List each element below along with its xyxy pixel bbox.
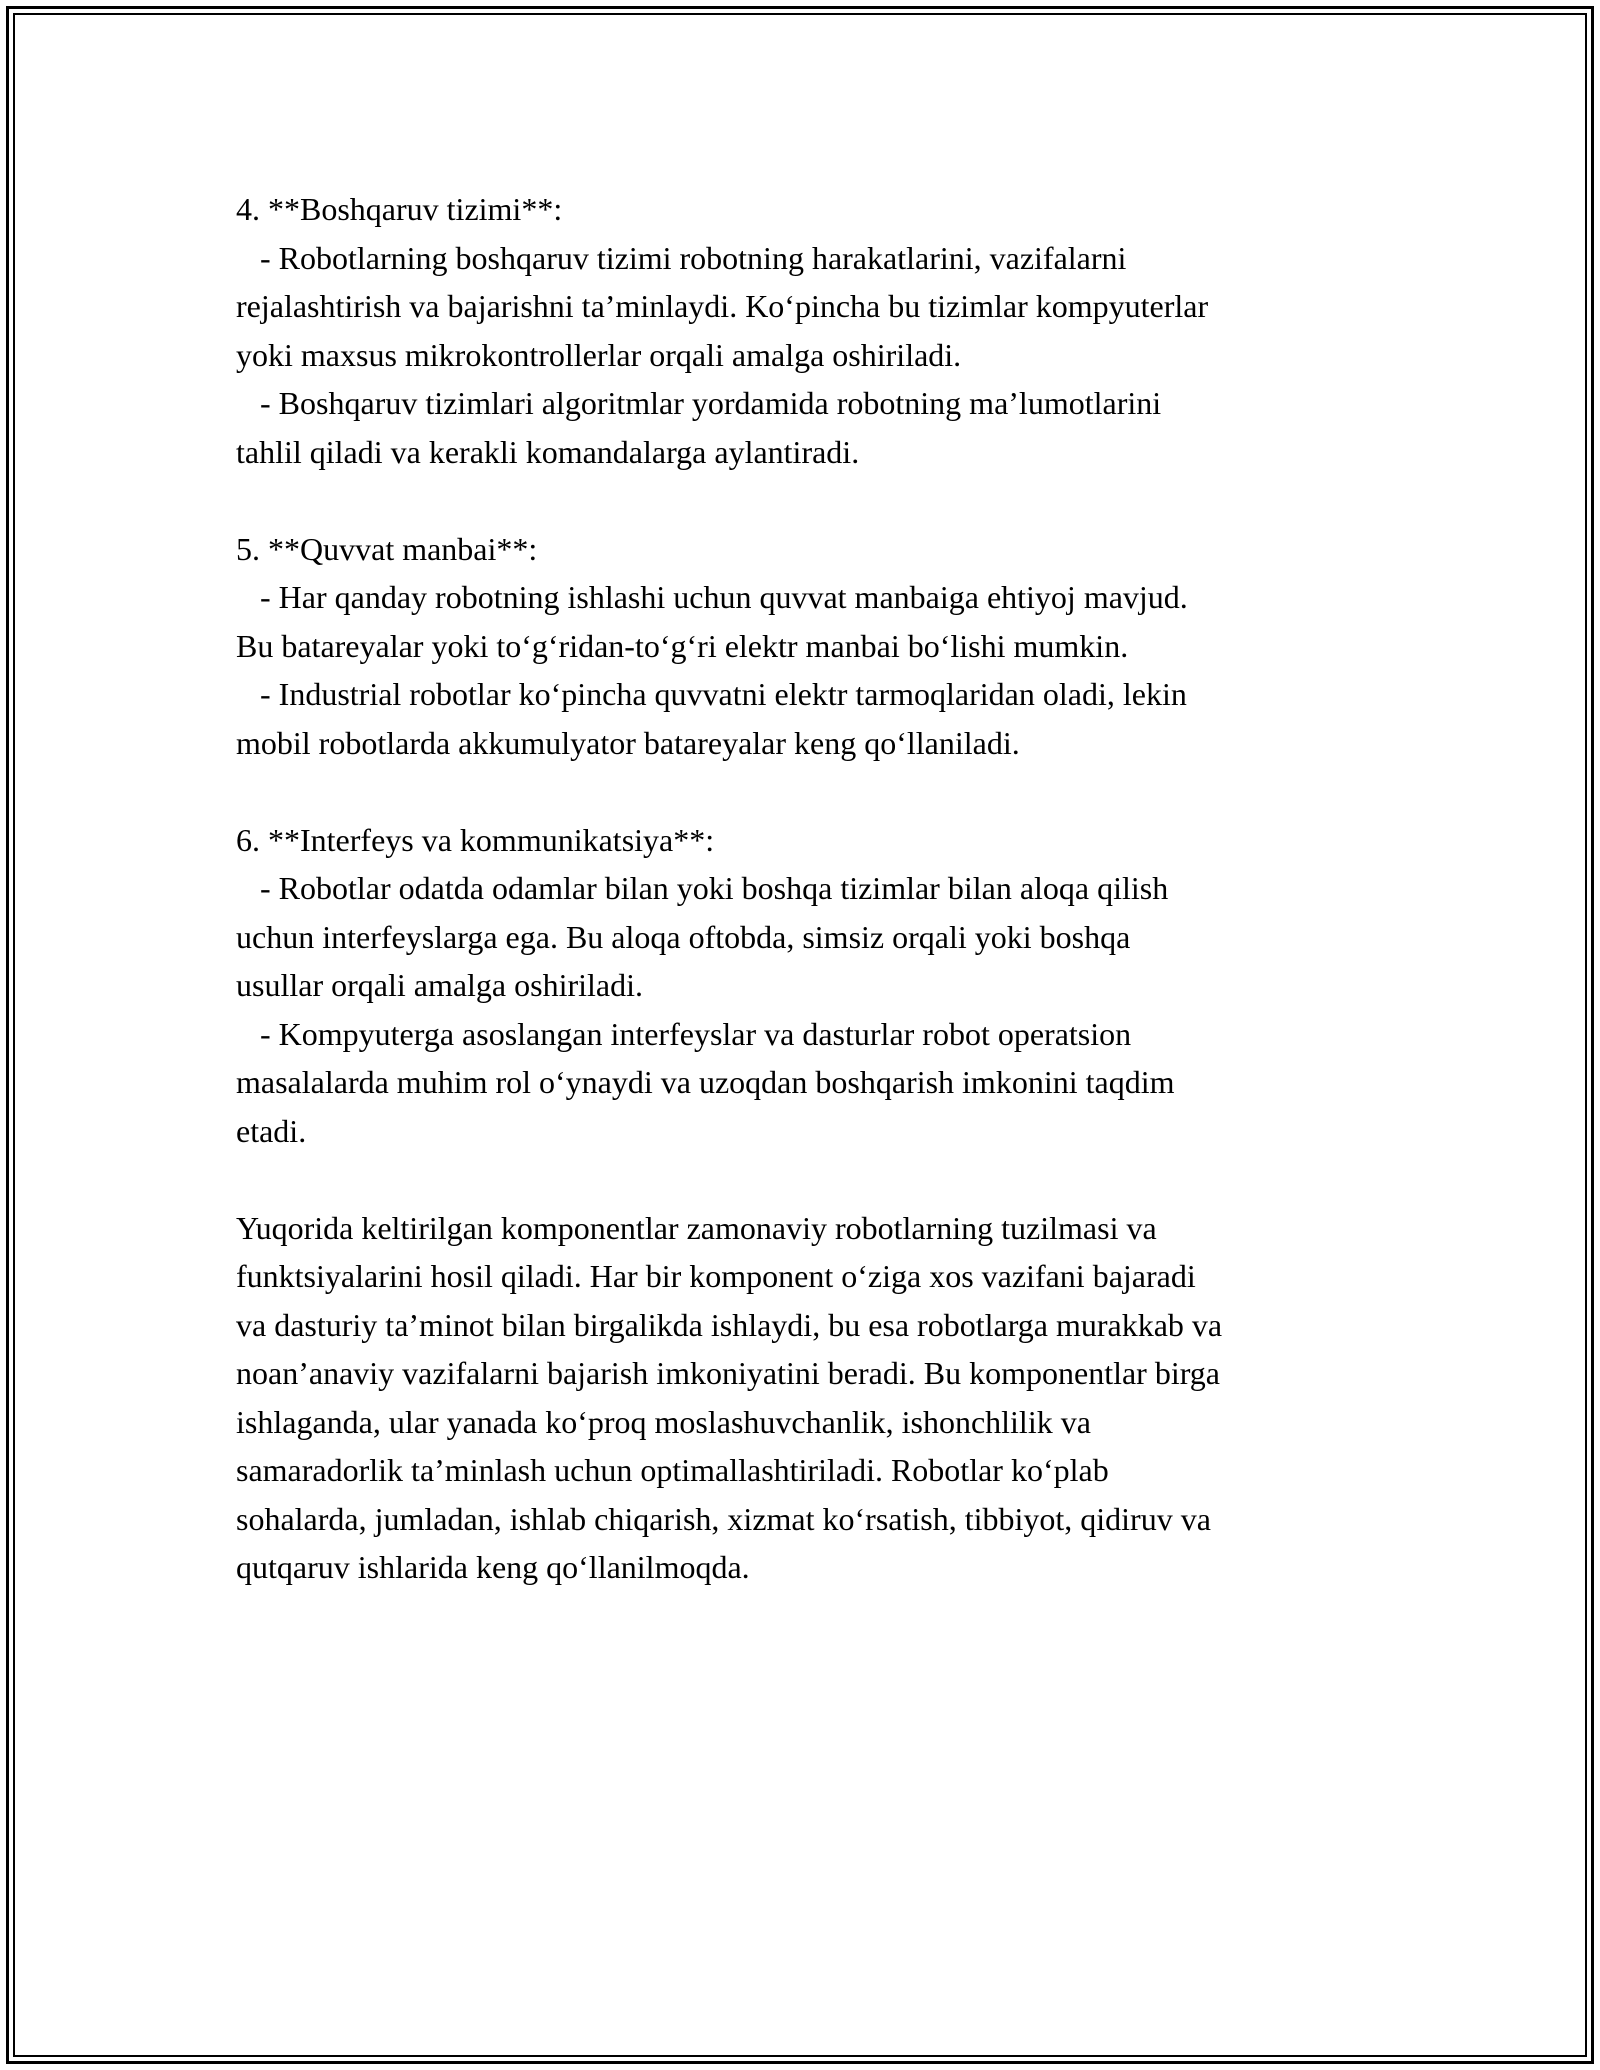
section-heading: 4. **Boshqaruv tizimi**:	[236, 191, 563, 227]
text-line: va dasturiy ta’minot bilan birgalikda ishlaydi, bu esa robotlarga murakkab va	[236, 1306, 1223, 1343]
paragraph-gap	[236, 767, 1406, 816]
text-line: noan’anaviy vazifalarni bajarish imkoniyatini beradi. Bu komponentlar birga	[236, 1355, 1220, 1391]
paragraph-gap	[236, 1155, 1406, 1204]
paragraph-gap	[236, 476, 1406, 525]
text-line: - Industrial robotlar ko‘pincha quvvatni elektr tarmoqlaridan oladi, lekin	[236, 676, 1187, 712]
section-power-source	[236, 525, 1406, 768]
text-line: funktsiyalarini hosil qiladi. Har bir komponent o‘ziga xos vazifani bajaradi	[236, 1258, 1196, 1294]
text-line: qutqaruv ishlarida keng qo‘llanilmoqda.	[236, 1549, 750, 1585]
text-line: sohalarda, jumladan, ishlab chiqarish, xizmat ko‘rsatish, tibbiyot, qidiruv va	[236, 1500, 1211, 1537]
text-line: Bu batareyalar yoki to‘g‘ridan-to‘g‘ri elektr manbai bo‘lishi mumkin.	[236, 627, 1129, 664]
text-line: yoki maxsus mikrokontrollerlar orqali amalga oshiriladi.	[236, 336, 962, 373]
section-interface-communication	[236, 816, 1406, 1156]
text-line: uchun interfeyslarga ega. Bu aloqa oftobda, simsiz orqali yoki boshqa	[236, 918, 1131, 955]
text-line: rejalashtirish va bajarishni ta’minlaydi. Ko‘pincha bu tizimlar kompyuterlar	[236, 288, 1209, 324]
text-line: - Robotlarning boshqaruv tizimi robotning harakatlarini, vazifalarni	[236, 239, 1127, 276]
bullet-item	[236, 864, 1406, 1010]
summary-paragraph	[236, 1204, 1406, 1592]
section-heading: 5. **Quvvat manbai**:	[236, 530, 538, 567]
text-line: ishlaganda, ular yanada ko‘proq moslashuvchanlik, ishonchlilik va	[236, 1403, 1091, 1440]
text-line: - Kompyuterga asoslangan interfeyslar va dasturlar robot operatsion	[236, 1015, 1132, 1052]
text-line: masalalarda muhim rol o‘ynaydi va uzoqdan boshqarish imkonini taqdim	[236, 1064, 1175, 1100]
text-line: - Robotlar odatda odamlar bilan yoki boshqa tizimlar bilan aloqa qilish	[236, 870, 1169, 906]
document-body	[236, 185, 1406, 1592]
text-line: - Boshqaruv tizimlari algoritmlar yordamida robotning ma’lumotlarini	[236, 385, 1162, 421]
text-line: samaradorlik ta’minlash uchun optimallashtiriladi. Robotlar ko‘plab	[236, 1452, 1109, 1488]
text-line: tahlil qiladi va kerakli komandalarga aylantiradi.	[236, 433, 860, 470]
bullet-item	[236, 1010, 1406, 1156]
section-control-system	[236, 185, 1406, 476]
text-line: Yuqorida keltirilgan komponentlar zamonaviy robotlarning tuzilmasi va	[236, 1209, 1157, 1246]
text-line: usullar orqali amalga oshiriladi.	[236, 967, 643, 1003]
bullet-item	[236, 234, 1406, 380]
bullet-item	[236, 670, 1406, 767]
section-heading: 6. **Interfeys va kommunikatsiya**:	[236, 821, 715, 858]
text-line: mobil robotlarda akkumulyator batareyalar keng qo‘llaniladi.	[236, 724, 1020, 761]
bullet-item	[236, 379, 1406, 476]
text-line: etadi.	[236, 1112, 307, 1149]
text-line: - Har qanday robotning ishlashi uchun quvvat manbaiga ehtiyoj mavjud.	[236, 579, 1188, 615]
bullet-item	[236, 573, 1406, 670]
